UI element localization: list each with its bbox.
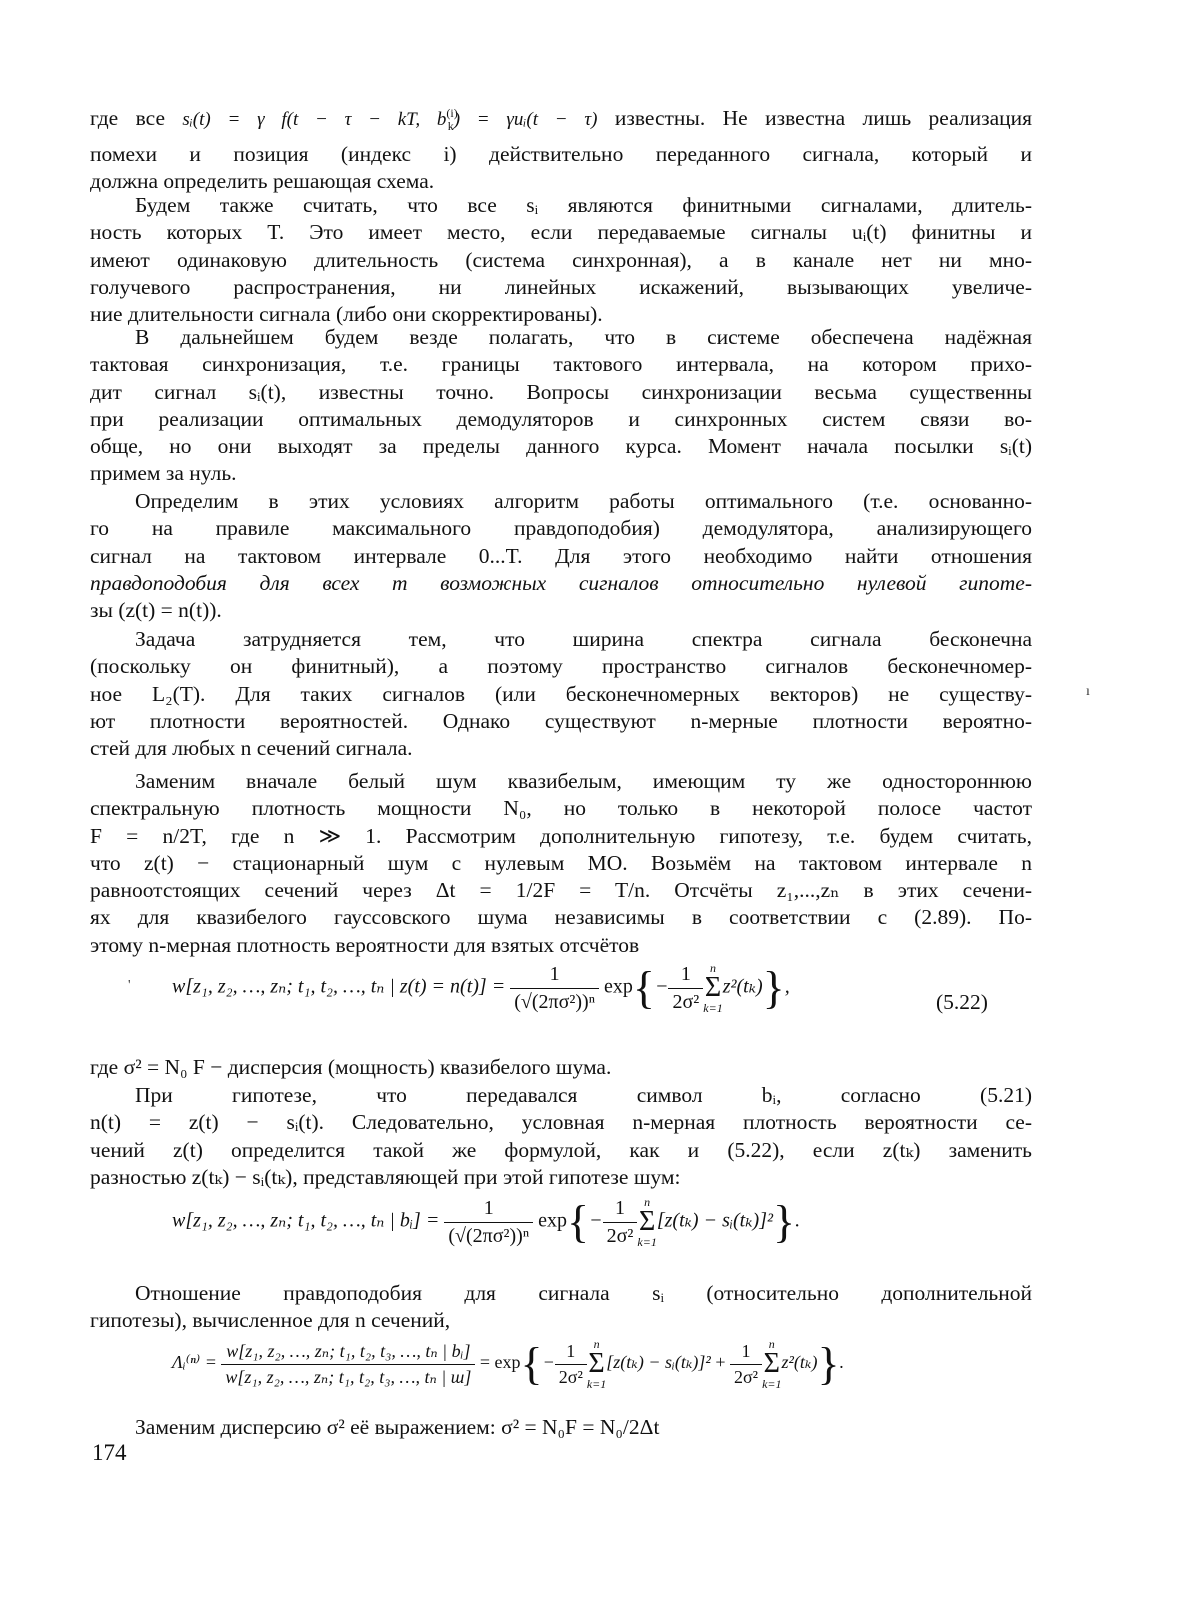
paragraph-line: чений z(t) определится такой же формулой, как и (5.22), если z(tₖ) заменить <box>90 1137 1032 1162</box>
equation-tail: , <box>784 975 790 998</box>
fraction <box>444 1197 533 1248</box>
sum-lower: k=1 <box>762 1377 782 1391</box>
paragraph-line: стей для любых n сечений сигнала. <box>90 736 413 761</box>
sum-lower: k=1 <box>703 1001 723 1015</box>
paragraph-line: Отношение правдоподобия для сигнала sᵢ (относительно дополнительной <box>135 1281 1032 1305</box>
paragraph-line: что z(t) − стационарный шум с нулевым МО. Возьмём на тактовом интервале n <box>90 850 1032 875</box>
plus-operator: + <box>715 1352 726 1373</box>
paragraph-line: правдоподобия для всех m возможных сигналов относительно нулевой гипоте- <box>90 570 1032 595</box>
fraction-denominator: 2σ² <box>606 1224 634 1247</box>
paragraph-4 <box>90 488 1032 624</box>
paragraph-line: ное L₂(T). Для таких сигналов (или бесконечномерных векторов) не существу- <box>90 681 1032 706</box>
paragraph-line: Определим в этих условиях алгоритм работы оптимального (т.е. основанно- <box>135 489 1032 513</box>
equation-tail: . <box>795 1209 801 1232</box>
sigma-symbol: Σ <box>704 972 722 1003</box>
paragraph-line: имеют одинаковую длительность (система синхронная), а в канале нет ни мно- <box>90 247 1032 272</box>
summation <box>762 1338 781 1390</box>
sum-lower: k=1 <box>586 1377 607 1391</box>
summation <box>637 1196 656 1248</box>
summation <box>703 962 722 1014</box>
text-span: где все <box>90 106 165 131</box>
fraction-denominator: (√(2πσ²))ⁿ <box>514 990 595 1013</box>
paragraph-line: ях для квазибелого гауссовского шума независимы в соответствии с (2.89). По- <box>90 905 1032 930</box>
paragraph-line: где σ² = N₀ F − дисперсия (мощность) квазибелого шума. <box>90 1055 612 1079</box>
paragraph-line: примем за нуль. <box>90 461 237 486</box>
margin-mark: ı <box>1086 684 1090 699</box>
paragraph-line: разностью z(tₖ) − sᵢ(tₖ), представляющей при этой гипотезе шум: <box>90 1164 681 1189</box>
paragraph-line: спектральную плотность мощности N₀, но только в некоторой полосе частот <box>90 796 1032 821</box>
paragraph-line: В дальнейшем будем везде полагать, что в системе обеспечена надёжная <box>135 325 1032 349</box>
exp-function: exp <box>604 975 633 998</box>
paragraph-line: равноотстоящих сечений через Δt = 1/2F = T/n. Отсчёты z₁,...,zₙ в этих сечени- <box>90 878 1032 903</box>
fraction-denominator: 2σ² <box>733 1366 759 1387</box>
paragraph-2 <box>90 192 1032 328</box>
fraction <box>603 1197 638 1248</box>
fraction <box>221 1341 475 1388</box>
paragraph-line: Заменим вначале белый шум квазибелым, имеющим ту же одностороннюю <box>135 769 1032 793</box>
paragraph-line: зы (z(t) = n(t)). <box>90 598 222 623</box>
paragraph-line: сигнал на тактовом интервале 0...T. Для этого необходимо найти отношения <box>90 543 1032 568</box>
paragraph-10 <box>90 1414 1032 1441</box>
text-span: известны. Не известна лишь реализация <box>614 106 1033 131</box>
paragraph-line: должна определить решающая схема. <box>90 169 435 194</box>
page-number: 174 <box>92 1440 127 1465</box>
left-brace: { <box>520 1338 543 1389</box>
fraction-denominator: w[z₁, z₂, …, zₙ; t₁, t₂, t₃, …, tₙ | ш] <box>225 1366 472 1387</box>
sum-term: [z(tₖ) − sᵢ(tₖ)]² <box>606 1352 711 1373</box>
sigma-symbol: Σ <box>588 1348 605 1379</box>
equation-tail: . <box>839 1352 845 1373</box>
paragraph-line: При гипотезе, что передавался символ bᵢ, согласно (5.21) <box>135 1083 1032 1107</box>
fraction-numerator: w[z₁, z₂, …, zₙ; t₁, t₂, t₃, …, tₙ | bᵢ] <box>221 1341 475 1365</box>
equation-number: (5.22) <box>936 990 988 1014</box>
fraction-denominator: 2σ² <box>558 1366 583 1387</box>
paragraph-8 <box>90 1082 1032 1191</box>
sum-upper: n <box>593 1337 600 1351</box>
equation-lhs: w[z₁, z₂, …, zₙ; t₁, t₂, …, tₙ | bᵢ] = <box>172 1209 440 1232</box>
left-brace: { <box>567 1196 590 1247</box>
paragraph-line: ние длительности сигнала (либо они скорректированы). <box>90 302 603 327</box>
fraction-numerator: 1 <box>730 1341 762 1365</box>
paragraph-line: этому n-мерная плотность вероятности для взятых отсчётов <box>90 932 640 957</box>
left-brace: { <box>632 962 655 1013</box>
sum-upper: n <box>709 961 716 975</box>
inline-formula: ) = γuᵢ(t − τ) <box>453 109 598 131</box>
sum-upper: n <box>768 1337 775 1351</box>
paragraph-line: гипотезы), вычисленное для n сечений, <box>90 1308 451 1333</box>
paragraph-line: при реализации оптимальных демодуляторов и синхронных систем связи во- <box>90 406 1032 431</box>
fraction <box>668 963 703 1014</box>
summation <box>587 1338 606 1390</box>
paragraph-line: F = n/2T, где n ≫ 1. Рассмотрим дополнительную гипотезу, т.е. будем считать, <box>90 823 1032 848</box>
paragraph-6 <box>90 768 1032 959</box>
paragraph-line: Задача затрудняется тем, что ширина спектра сигнала бесконечна <box>135 627 1032 651</box>
fraction-numerator: 1 <box>510 963 599 989</box>
fraction-numerator: 1 <box>668 963 703 989</box>
paragraph-line: Заменим дисперсию σ² её выражением: σ² = N₀F = N₀/2Δt <box>135 1415 660 1439</box>
paragraph-1 <box>90 100 1032 195</box>
sigma-symbol: Σ <box>763 1348 780 1379</box>
right-brace: } <box>762 962 785 1013</box>
equation-5-22: w[z₁, z₂, …, zₙ; t₁, t₂, …, tₙ | z(t) = n(t)] = $\frac{1}{\text{(√(2πσ²))ⁿ}}$ exp{− $\frac{1}{\text{2σ²}}$ n Σ k=1 z²(tₖ)}, <box>172 961 790 1015</box>
paragraph-line: голучевого распространения, ни линейных искажений, вызывающих увеличе- <box>90 274 1032 299</box>
sum-term: [z(tₖ) − sᵢ(tₖ)]² <box>656 1209 773 1232</box>
equation-likelihood-ratio: Λᵢ⁽ⁿ⁾ = $\frac{\text{w[z₁, z₂, …, zₙ; t₁, t₂, t₃, …, tₙ | bᵢ]}}{\text{w[z₁, z₂, …, zₙ; t₁, t₂, t₃, …, tₙ | ш]}}$ = exp{− $\frac{1}{\text{2σ²}}$ n Σ k=1 [z(tₖ) − sᵢ(tₖ)]² + $\frac{1}{\text{2σ²}}$ n Σ k=1 z²(tₖ)}. <box>172 1337 845 1391</box>
paragraph-line: дит сигнал sᵢ(t), известны точно. Вопросы синхронизации весьма существенны <box>90 379 1032 404</box>
fraction-numerator: 1 <box>555 1341 587 1365</box>
right-brace: } <box>817 1338 840 1389</box>
paragraph-9 <box>90 1280 1032 1335</box>
fraction <box>510 963 599 1014</box>
sum-upper: n <box>644 1195 651 1209</box>
sum-term: z²(tₖ) <box>781 1352 818 1373</box>
paragraph-7 <box>90 1054 1032 1081</box>
exp-function: exp <box>538 1209 568 1232</box>
fraction-denominator: (√(2πσ²))ⁿ <box>448 1224 530 1247</box>
paragraph-line: ют плотности вероятностей. Однако существуют n-мерные плотности вероятно- <box>90 708 1032 733</box>
paragraph-line: тактовая синхронизация, т.е. границы тактового интервала, на котором прихо- <box>90 352 1032 377</box>
right-brace: } <box>772 1196 796 1247</box>
fraction-denominator: 2σ² <box>672 990 700 1013</box>
paragraph-line: обще, но они выходят за пределы данного курса. Момент начала посылки sᵢ(t) <box>90 434 1032 459</box>
sum-lower: k=1 <box>637 1235 657 1249</box>
paragraph-line: помехи и позиция (индекс i) действительно переданного сигнала, который и <box>90 141 1032 166</box>
sigma-symbol: Σ <box>638 1206 656 1237</box>
equation-conditional-density: w[z₁, z₂, …, zₙ; t₁, t₂, …, tₙ | bᵢ] = $\frac{1}{\text{(√(2πσ²))ⁿ}}$ exp{− $\frac{1}{\text{2σ²}}$ n Σ k=1 [z(tₖ) − sᵢ(tₖ)]²}. <box>172 1195 801 1249</box>
fraction-numerator: 1 <box>444 1197 533 1223</box>
paragraph-line: го на правиле максимального правдоподобия) демодулятора, анализирующего <box>90 516 1032 541</box>
margin-mark: ' <box>128 978 131 993</box>
fraction <box>555 1341 587 1388</box>
fraction-numerator: 1 <box>603 1197 638 1223</box>
paragraph-line: ность которых T. Это имеет место, если передаваемые сигналы uᵢ(t) финитны и <box>90 220 1032 245</box>
inline-formula: sᵢ(t) = γ f(t − τ − kT, b <box>182 109 447 131</box>
equation-lhs: w[z₁, z₂, …, zₙ; t₁, t₂, …, tₙ | z(t) = n(t)] = <box>172 975 506 998</box>
paragraph-line: Будем также считать, что все sᵢ являются финитными сигналами, длитель- <box>135 193 1032 217</box>
exp-function: = exp <box>479 1352 521 1373</box>
sum-term: z²(tₖ) <box>722 975 763 998</box>
paragraph-5 <box>90 626 1032 762</box>
equation-lhs: Λᵢ⁽ⁿ⁾ = <box>172 1352 217 1373</box>
paragraph-line: где все sᵢ(t) = γ f(t − τ − kT, $b^{(i)}_k$) = γuᵢ(t − τ) известны. Не известна лишь реализация <box>90 106 1033 134</box>
fraction <box>730 1341 762 1388</box>
paragraph-3 <box>90 324 1032 488</box>
paragraph-line: (поскольку он финитный), а поэтому пространство сигналов бесконечномер- <box>90 654 1032 679</box>
paragraph-line: n(t) = z(t) − sᵢ(t). Следовательно, условная n-мерная плотность вероятности се- <box>90 1110 1032 1135</box>
